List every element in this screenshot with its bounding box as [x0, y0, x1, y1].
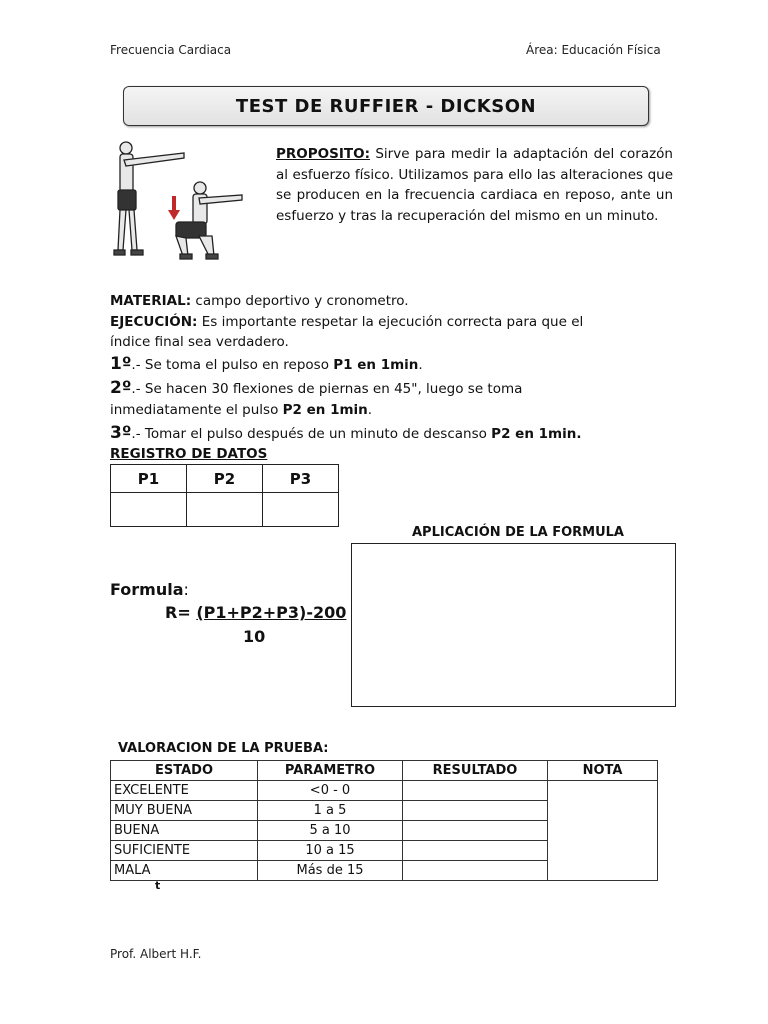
parametro-cell: 1 a 5 [258, 801, 403, 821]
valoracion-colon: : [323, 741, 329, 756]
table-row [111, 781, 658, 801]
ejecucion-text: Es importante respetar la ejecución correcta para que el [197, 314, 584, 330]
header-right: Área: Educación Física [526, 43, 661, 57]
registro-header-p3: P3 [263, 465, 339, 493]
squatting-figure-icon [176, 182, 242, 259]
estado-cell: BUENA [111, 821, 258, 841]
stray-mark: t [155, 879, 161, 892]
col-nota: NOTA [548, 761, 658, 781]
title-box [123, 86, 649, 126]
formula-answer-box[interactable] [351, 543, 676, 707]
registro-header-p2: P2 [187, 465, 263, 493]
aplicacion-title: APLICACIÓN DE LA FORMULA [412, 525, 624, 540]
formula-lhs: R= [165, 603, 191, 622]
estado-cell: MUY BUENA [111, 801, 258, 821]
col-resultado: RESULTADO [403, 761, 548, 781]
estado-cell: EXCELENTE [111, 781, 258, 801]
step-3-number: 3º [110, 423, 132, 443]
resultado-cell[interactable] [403, 861, 548, 881]
step-2 [110, 378, 522, 400]
step-3 [110, 423, 581, 445]
material-label: MATERIAL: [110, 293, 192, 309]
registro-header-row [111, 465, 339, 493]
step-1 [110, 354, 423, 376]
step-1-after: . [418, 357, 423, 373]
step-2-line2-text: inmediatamente el pulso [110, 402, 283, 418]
step-2-number: 2º [110, 378, 132, 398]
ejecucion-line [110, 312, 583, 333]
step-2-bold: P2 en 1min [282, 402, 368, 418]
purpose-text: Sirve para medir la adaptación del corazón al esfuerzo físico. Utilizamos para ello las alteraciones que se producen en la frecuencia cardiaca en reposo, ante un esfuerzo y tras la recuperación del mismo en un minuto. [276, 146, 673, 224]
step-2-after: . [367, 402, 373, 418]
col-parametro: PARAMETRO [258, 761, 403, 781]
material-text: campo deportivo y cronometro. [191, 293, 409, 309]
resultado-cell[interactable] [403, 841, 548, 861]
parametro-cell: 10 a 15 [258, 841, 403, 861]
squat-illustration [104, 138, 254, 266]
formula-numerator: (P1+P2+P3)-200 [196, 603, 347, 622]
formula-expression [165, 603, 346, 622]
nota-cell[interactable] [548, 781, 658, 881]
valoracion-table [110, 760, 658, 881]
resultado-cell[interactable] [403, 781, 548, 801]
col-estado: ESTADO [111, 761, 258, 781]
header-left: Frecuencia Cardiaca [110, 43, 232, 57]
step-1-number: 1º [110, 354, 132, 374]
valoracion-header-row [111, 761, 658, 781]
resultado-cell[interactable] [403, 821, 548, 841]
estado-cell: SUFICIENTE [111, 841, 258, 861]
registro-header-p1: P1 [111, 465, 187, 493]
page-title: TEST DE RUFFIER - DICKSON [235, 95, 537, 117]
valoracion-title: VALORACION DE LA PRUEBA [118, 741, 324, 756]
formula-label: Formula [110, 580, 184, 599]
parametro-cell: 5 a 10 [258, 821, 403, 841]
estado-cell: MALA [111, 861, 258, 881]
ejecucion-label: EJECUCIÓN: [110, 314, 198, 330]
formula-label-line [110, 580, 189, 599]
resultado-cell[interactable] [403, 801, 548, 821]
parametro-cell: Más de 15 [258, 861, 403, 881]
valoracion-title-line [118, 741, 328, 756]
registro-cell-p1[interactable] [111, 493, 187, 527]
formula-colon: : [183, 580, 189, 599]
formula-denominator: 10 [243, 627, 266, 646]
step-2-text: .- Se hacen 30 flexiones de piernas en 45", luego se toma [131, 381, 523, 397]
parametro-cell: <0 - 0 [258, 781, 403, 801]
registro-input-row [111, 493, 339, 527]
step-1-text: .- Se toma el pulso en reposo [131, 357, 334, 373]
step-3-bold: P2 en 1min. [491, 426, 582, 442]
step-2-line-2 [110, 400, 372, 421]
purpose-paragraph [276, 144, 673, 226]
footer-author: Prof. Albert H.F. [110, 947, 202, 961]
registro-cell-p2[interactable] [187, 493, 263, 527]
step-1-bold: P1 en 1min [333, 357, 419, 373]
registro-table [110, 464, 339, 527]
purpose-label: PROPOSITO: [276, 146, 370, 162]
registro-title: REGISTRO DE DATOS [110, 446, 268, 462]
material-line [110, 291, 409, 312]
step-3-text: .- Tomar el pulso después de un minuto de descanso [131, 426, 492, 442]
registro-cell-p3[interactable] [263, 493, 339, 527]
ejecucion-line-2: índice final sea verdadero. [110, 334, 289, 350]
down-arrow-icon [168, 196, 180, 220]
